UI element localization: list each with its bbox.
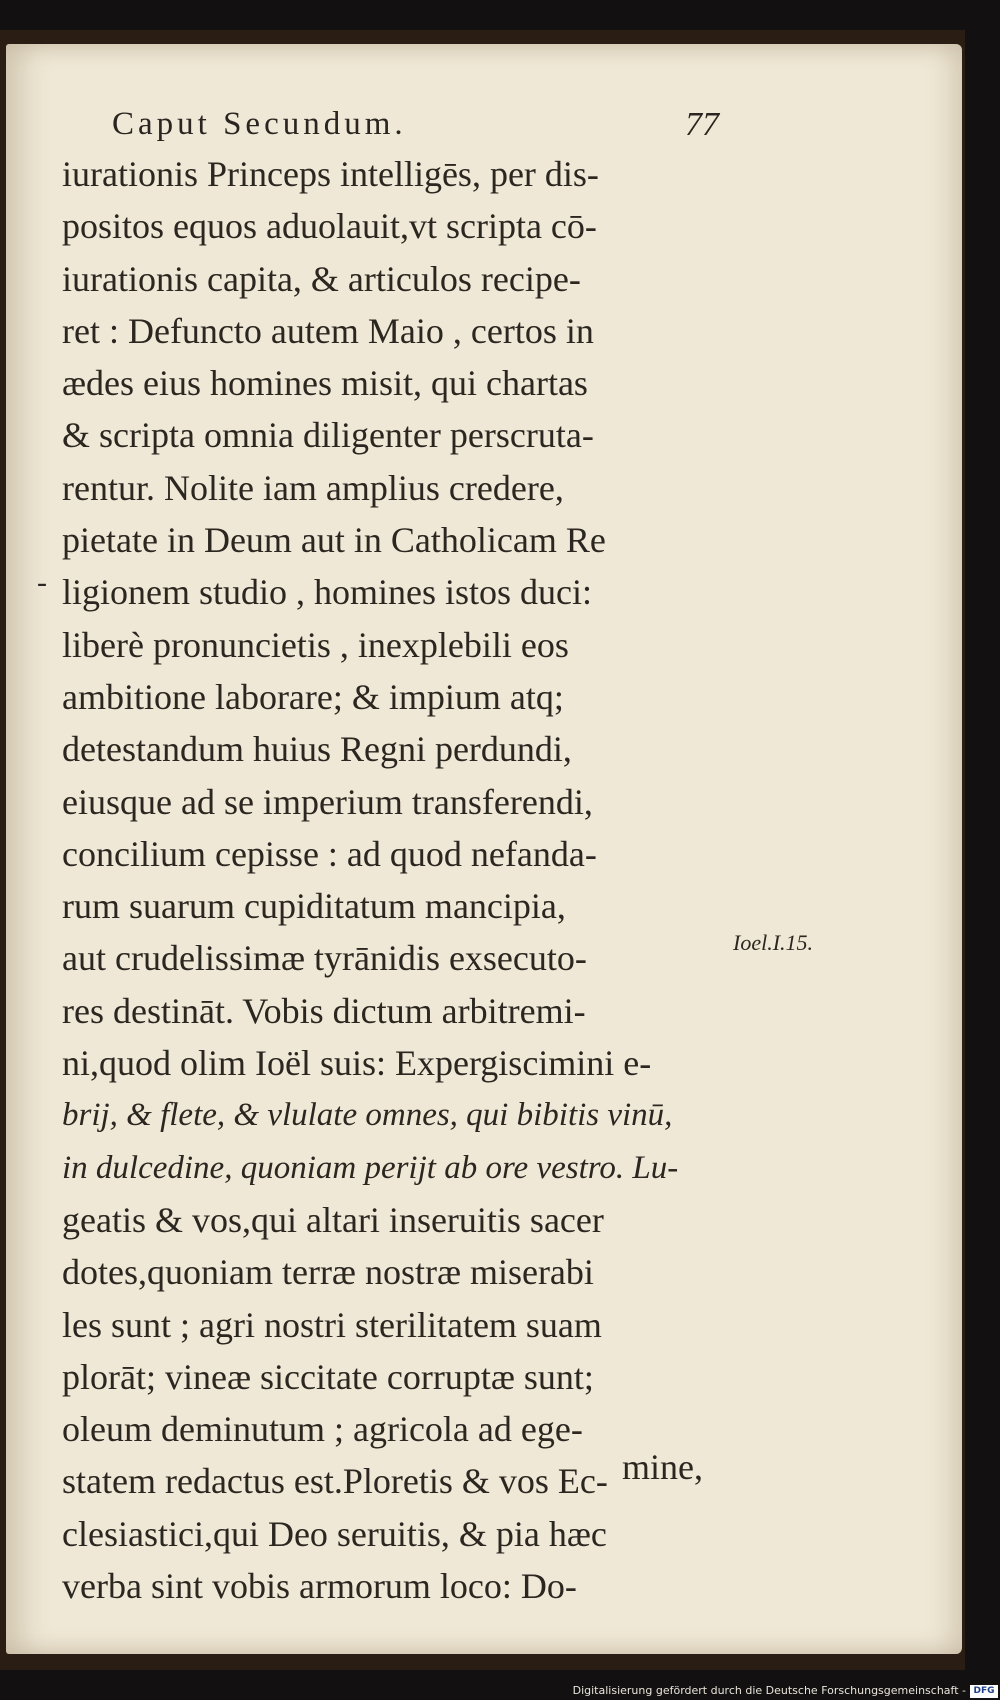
text-line: clesiastici,qui Deo seruitis, & pia hæc <box>62 1513 607 1554</box>
text-line: statem redactus est.Ploretis & vos Ec- <box>62 1461 608 1502</box>
text-line: & scripta omnia diligenter perscruta- <box>62 415 594 456</box>
footer-credit: Digitalisierung gefördert durch die Deutsche Forschungsgemeinschaft - <box>572 1684 966 1697</box>
text-line: geatis & vos,qui altari inseruitis sacer <box>62 1199 604 1240</box>
text-line: oleum deminutum ; agricola ad ege- <box>62 1409 583 1450</box>
text-line: iurationis capita, & articulos recipe- <box>62 258 581 299</box>
margin-note: Ioel.I.15. <box>733 930 814 955</box>
text-line: rentur. Nolite iam amplius credere, <box>62 467 564 508</box>
text-line: ni,quod olim Ioël suis: Expergiscimini e- <box>62 1043 652 1084</box>
running-head: Caput Secundum. <box>112 106 407 142</box>
catchword: mine, <box>622 1447 703 1487</box>
text-line: les sunt ; agri nostri sterilitatem suam <box>62 1304 602 1345</box>
text-line: dotes,quoniam terræ nostræ miserabi <box>62 1252 594 1293</box>
body-text <box>62 148 742 1612</box>
text-line-italic: brij, & flete, & vlulate omnes, qui bibitis vinū, <box>62 1097 673 1134</box>
text-line: ligionem studio , homines istos duci: <box>62 572 592 613</box>
text-line-italic: in dulcedine, quoniam perijt ab ore vestro. Lu- <box>62 1149 679 1186</box>
digitization-footer <box>0 1684 1000 1700</box>
page-header <box>100 100 740 150</box>
text-line: rum suarum cupiditatum mancipia, <box>62 886 566 927</box>
text-line: iurationis Princeps intelligēs, per dis- <box>62 154 599 194</box>
text-line: liberè pronuncietis , inexplebili eos <box>62 624 569 665</box>
text-line: pietate in Deum aut in Catholicam Re <box>62 520 606 561</box>
text-line: verba sint vobis armorum loco: Do- <box>62 1566 577 1607</box>
text-line: ambitione laborare; & impium atq; <box>62 676 564 717</box>
dfg-logo: DFG <box>970 1685 998 1698</box>
text-line: eiusque ad se imperium transferendi, <box>62 781 593 822</box>
text-line: concilium cepisse : ad quod nefanda- <box>62 833 597 874</box>
page-number: 77 <box>685 106 719 143</box>
margin-mark: - <box>37 566 47 599</box>
text-line: ædes eius homines misit, qui chartas <box>62 363 588 404</box>
text-line: aut crudelissimæ tyrānidis exsecuto- <box>62 938 587 979</box>
text-line: res destināt. Vobis dictum arbitremi- <box>62 990 586 1031</box>
text-line: positos equos aduolauit,vt scripta cō- <box>62 206 597 247</box>
text-line: detestandum huius Regni perdundi, <box>62 729 572 770</box>
text-line: ret : Defuncto autem Maio , certos in <box>62 310 594 351</box>
text-line: plorāt; vineæ siccitate corruptæ sunt; <box>62 1356 594 1397</box>
